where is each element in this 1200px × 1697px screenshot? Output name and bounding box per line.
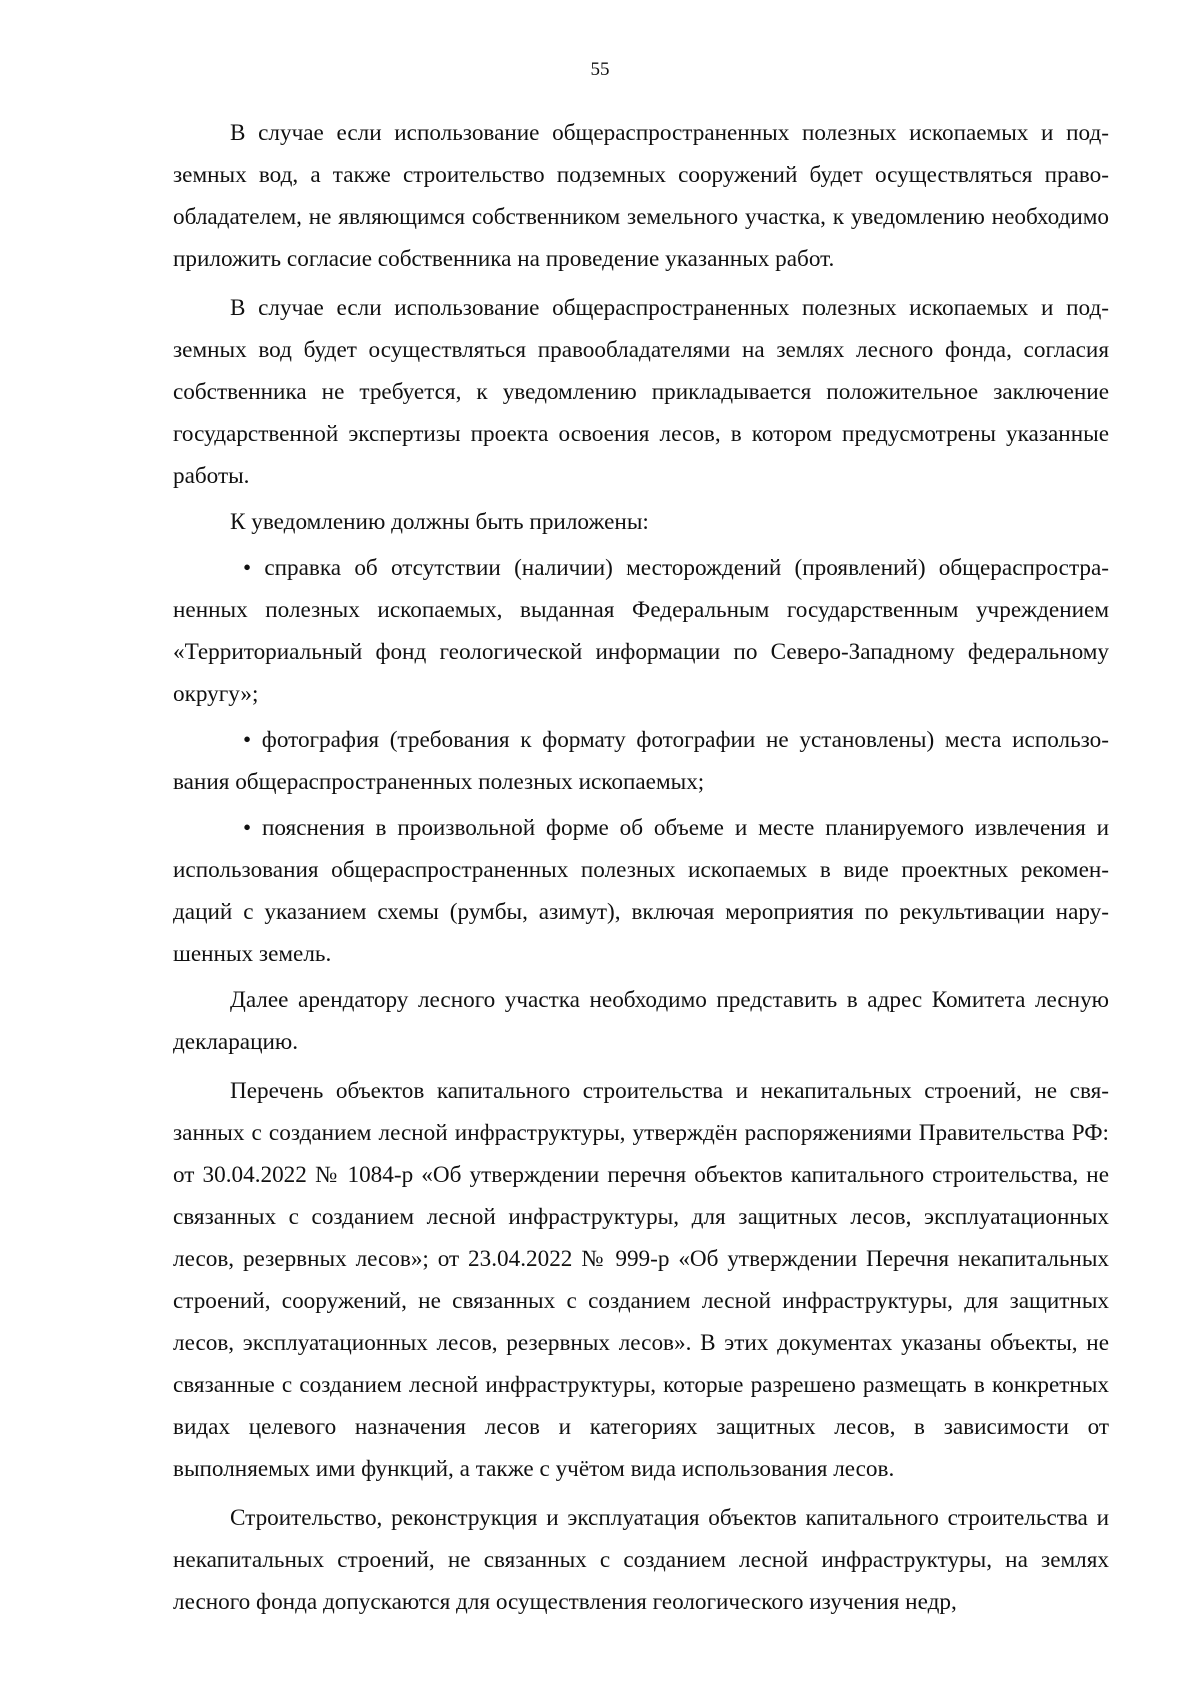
paragraph-construction: Строительство, реконструкция и эксплуатация объектов капитального строительства и некапитальных строений, не связанных с созданием лесной инфраструктуры, на землях лесного фонда допускаются для осуществления геологического изучения недр, (173, 1505, 1109, 1615)
paragraph-consent-owner: В случае если использование общераспространенных полезных ископаемых и подземных вод, а также строительство подземных сооружений будет осуществляться правообладателем, не являющимся собственником земельного участка, к уведомлению необходимо приложить согласие собственника на проведение указанных работ. (173, 120, 1109, 272)
bullet-deposit-certificate: • справка об отсутствии (наличии) месторождений (проявлений) общераспространенных полезных ископаемых, выданная Федеральным государственным учреждением «Территориальный фонд геологической информации по Северо-Западному федеральному округу»; (173, 555, 1109, 707)
document-body (173, 112, 1109, 1623)
page-number: 55 (590, 59, 610, 80)
bullet-explanations: • пояснения в произвольной форме об объеме и месте планируемого извлечения и использования общераспространенных полезных ископаемых в виде проектных рекомендаций с указанием схемы (румбы, азимут), включая мероприятия по рекультивации нарушенных земель. (173, 815, 1109, 967)
paragraph-attachments-intro: К уведомлению должны быть приложены: (230, 509, 649, 535)
bullet-photograph: • фотография (требования к формату фотографии не установлены) места использования общераспространенных полезных ископаемых; (173, 727, 1109, 795)
paragraph-forest-declaration: Далее арендатору лесного участка необходимо представить в адрес Комитета лесную декларацию. (173, 987, 1109, 1055)
paragraph-objects-list: Перечень объектов капитального строительства и некапитальных строений, не связанных с созданием лесной инфраструктуры, утверждён распоряжениями Правительства РФ: от 30.04.2022 № 1084-р «Об утверждении перечня объектов капитального строительства, не связанных с созданием лесной инфраструктуры, для защитных лесов, эксплуатационных лесов, резервных лесов»; от 23.04.2022 № 999-р «Об утверждении Перечня некапитальных строений, сооружений, не связанных с созданием лесной инфраструктуры, для защитных лесов, эксплуатационных лесов, резервных лесов». В этих документах указаны объекты, не связанные с созданием лесной инфраструктуры, которые разрешено размещать в конкретных видах целевого назначения лесов и категориях защитных лесов, в зависимости от выполняемых ими функций, а также с учётом вида использования лесов. (173, 1078, 1109, 1482)
paragraph-forest-fund-lands: В случае если использование общераспространенных полезных ископаемых и подземных вод будет осуществляться правообладателями на землях лесного фонда, согласия собственника не требуется, к уведомлению прикладывается положительное заключение государственной экспертизы проекта освоения лесов, в котором предусмотрены указанные работы. (173, 295, 1109, 489)
